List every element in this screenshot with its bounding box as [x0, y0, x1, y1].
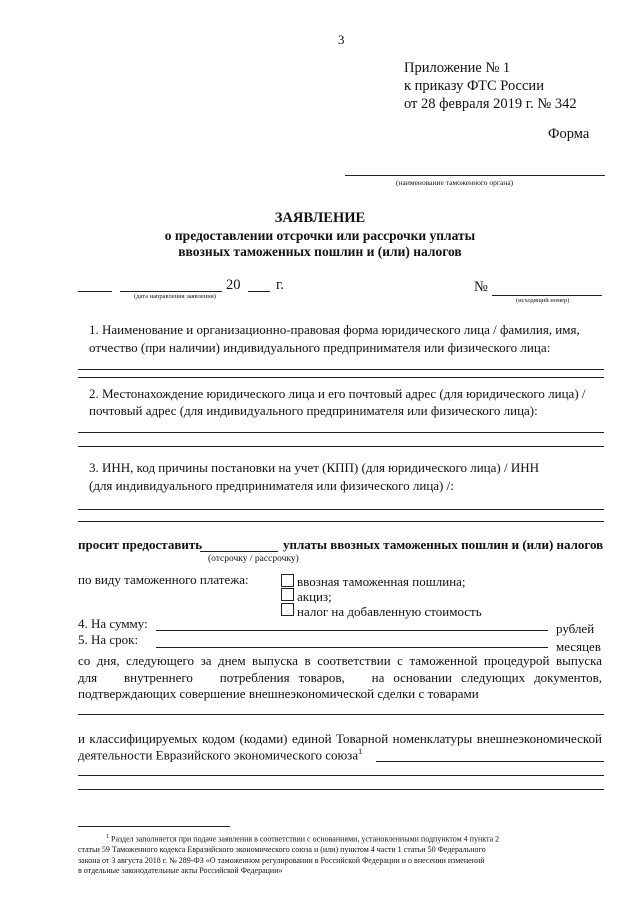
vat-option: налог на добавленную стоимость: [297, 604, 482, 619]
footnote-line4: в отдельные законодательные акты Российской Федерации»: [78, 866, 283, 876]
date-month-field[interactable]: [120, 291, 222, 292]
footnote-text: [78, 832, 608, 877]
section1-label-line1: 1. Наименование и организационно-правовая форма юридического лица / фамилия, имя,: [89, 322, 580, 337]
term-field[interactable]: [156, 647, 548, 648]
footnote-line2: статьи 59 Таможенного кодекса Евразийского экономического союза и (или) пунктом 4 части 1 статьи 50 Федерального: [78, 845, 486, 855]
form-label: Форма: [548, 126, 590, 142]
outgoing-number-field[interactable]: [492, 295, 602, 296]
tnved-code-field-line3[interactable]: [78, 789, 604, 790]
import-duty-checkbox[interactable]: [281, 574, 294, 587]
section1-field-line1[interactable]: [78, 369, 604, 370]
number-caption: (исходящий номер): [516, 297, 570, 304]
document-subtitle-line1: о предоставлении отсрочки или рассрочки уплаты: [164, 228, 476, 243]
deferral-type-caption: (отсрочку / рассрочку): [208, 554, 299, 564]
customs-authority-caption: (наименование таможенного органа): [396, 178, 514, 187]
section5-label: 5. На срок:: [78, 632, 139, 647]
footnote-mark: 1: [106, 834, 109, 840]
section2-field-line1[interactable]: [78, 432, 604, 433]
section1-label-line2: отчество (при наличии) индивидуального предпринимателя или физического лица:: [89, 340, 551, 355]
tnved-code-field-line1[interactable]: [376, 761, 604, 762]
number-sign: №: [474, 279, 488, 295]
order-reference: к приказу ФТС России: [404, 78, 544, 94]
payment-type-label: по виду таможенного платежа:: [78, 572, 249, 587]
section2-label-line2: почтовый адрес (для индивидуального предпринимателя или физического лица):: [89, 403, 538, 418]
section4-label: 4. На сумму:: [78, 616, 148, 631]
footnote-line1: [78, 832, 608, 845]
section3-label-line1: 3. ИНН, код причины постановки на учет (КПП) (для юридического лица) / ИНН: [89, 460, 540, 475]
import-duty-option: ввозная таможенная пошлина;: [297, 574, 466, 589]
page-number: 3: [338, 32, 345, 47]
paragraph1-line2: для внутреннего потребления товаров, на основании следующих документов,: [78, 670, 602, 685]
section3-label-line2: (для индивидуального предпринимателя или физического лица) /:: [89, 478, 454, 493]
term-unit: месяцев: [556, 639, 601, 654]
date-day-field[interactable]: [78, 291, 112, 292]
request-suffix: уплаты ввозных таможенных пошлин и (или) налогов: [283, 537, 604, 552]
excise-checkbox[interactable]: [281, 588, 294, 601]
request-prefix: просит предоставить: [78, 537, 203, 552]
documents-field-line1[interactable]: [78, 714, 604, 715]
year-prefix: 20: [226, 277, 241, 293]
amount-field[interactable]: [156, 630, 548, 631]
appendix-title: Приложение № 1: [404, 60, 511, 76]
vat-checkbox[interactable]: [281, 603, 294, 616]
date-year-field[interactable]: [248, 291, 270, 292]
section2-field-line2[interactable]: [78, 446, 604, 447]
document-title: ЗАЯВЛЕНИЕ: [274, 210, 366, 226]
paragraph1-line1: со дня, следующего за днем выпуска в соответствии с таможенной процедурой выпуска: [78, 653, 602, 668]
customs-authority-field[interactable]: [345, 175, 605, 176]
footnote-line3: закона от 3 августа 2018 г. № 289-ФЗ «О таможенном регулировании в Российской Федерации и о внесении изменений: [78, 855, 485, 865]
section1-field-line2[interactable]: [78, 377, 604, 378]
footnote-reference: 1: [358, 747, 363, 756]
section3-field-line1[interactable]: [78, 509, 604, 510]
document-subtitle-line2: ввозных таможенных пошлин и (или) налогов: [178, 244, 462, 259]
footnote-line1-text: Раздел заполняется при подаче заявления в соответствии с основаниями, установленными подпунктом 4 пункта 2: [111, 834, 500, 844]
date-caption: (дата направления заявления): [134, 293, 216, 300]
paragraph2-line1: и классифицируемых кодом (кодами) единой Товарной номенклатуры внешнеэкономической: [78, 731, 602, 746]
paragraph2-line2: [78, 747, 362, 763]
paragraph2-line2-text: деятельности Евразийского экономического союза: [78, 747, 359, 763]
excise-option: акциз;: [297, 589, 332, 604]
amount-unit: рублей: [556, 621, 595, 636]
tnved-code-field-line2[interactable]: [78, 775, 604, 776]
section2-label-line1: 2. Местонахождение юридического лица и его почтовый адрес (для юридического лица) /: [89, 386, 586, 401]
section3-field-line2[interactable]: [78, 521, 604, 522]
paragraph1-line3: подтверждающих совершение внешнеэкономической сделки с товарами: [78, 686, 479, 701]
deferral-type-field[interactable]: [200, 551, 278, 552]
order-date: от 28 февраля 2019 г. № 342: [404, 96, 577, 112]
year-suffix: г.: [276, 277, 284, 293]
footnote-separator: [78, 826, 230, 827]
